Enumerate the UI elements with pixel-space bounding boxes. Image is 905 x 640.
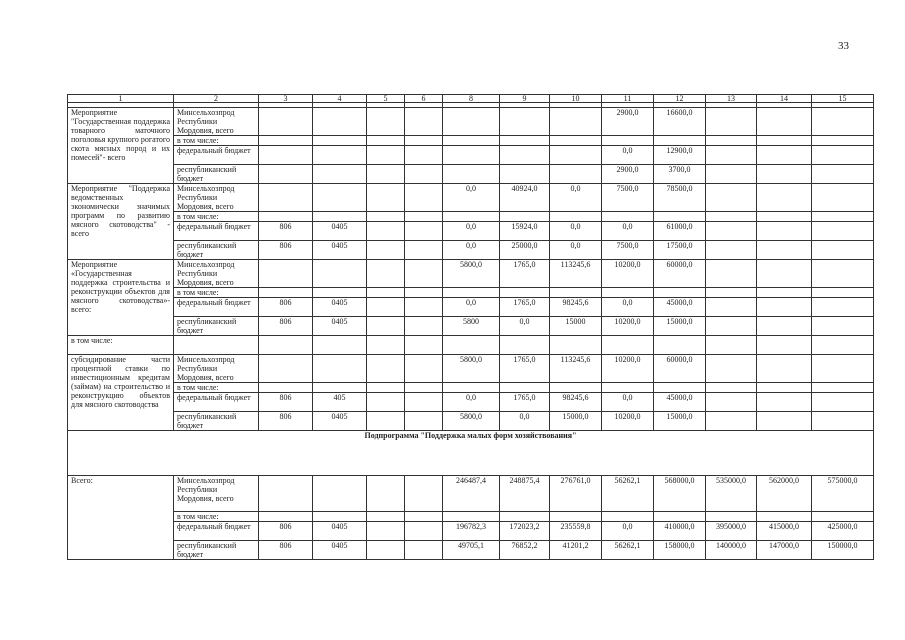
table-cell [259,355,313,383]
table-cell: 56262,1 [602,541,654,560]
table-cell: 0,0 [443,222,500,241]
table-row [68,393,874,412]
table-cell: 0,0 [443,184,500,212]
table-cell: 0405 [313,317,367,336]
column-header: 3 [259,95,313,103]
table-row [68,412,874,431]
column-header: 2 [174,95,259,103]
table-row [68,512,874,522]
subprogram-row [68,431,874,476]
funding-source: Минсельхозпрод Республики Мордовия, всего [174,260,259,288]
table-cell: 172023,2 [500,522,550,541]
table-cell: 806 [259,222,313,241]
funding-source: в том числе: [174,512,259,522]
table-cell [550,146,602,165]
funding-source: в том числе: [174,136,259,146]
table-cell: 0,0 [443,393,500,412]
table-cell: 140000,0 [706,541,757,560]
table-row [68,260,874,288]
table-cell: 806 [259,541,313,560]
table-cell: 10200,0 [602,355,654,383]
column-header: 10 [550,95,602,103]
column-header: 9 [500,95,550,103]
table-cell: 12900,0 [654,146,706,165]
funding-source: федеральный бюджет [174,222,259,241]
table-cell: 147000,0 [757,541,812,560]
table-cell: 5800 [443,317,500,336]
table-cell: 7500,0 [602,241,654,260]
funding-source: республиканский бюджет [174,317,259,336]
table-cell: 246487,4 [443,476,500,512]
table-row [68,222,874,241]
table-cell: 25000,0 [500,241,550,260]
table-cell: 196782,3 [443,522,500,541]
funding-source: в том числе: [174,212,259,222]
table-cell: 806 [259,241,313,260]
table-cell: 5800,0 [443,355,500,383]
funding-source: Минсельхозпрод Республики Мордовия, всего [174,476,259,512]
table-cell: 15000,0 [654,412,706,431]
table-cell: 0,0 [500,412,550,431]
column-header-row [68,95,874,103]
funding-source: республиканский бюджет [174,241,259,260]
table-cell [443,165,500,184]
table-cell: 0,0 [500,317,550,336]
table-cell: 60000,0 [654,355,706,383]
table-cell [259,165,313,184]
table-cell: 0,0 [602,222,654,241]
table-cell: 276761,0 [550,476,602,512]
table-row [68,383,874,393]
table-cell: 0,0 [443,298,500,317]
column-header: 5 [367,95,405,103]
table-cell [313,146,367,165]
table-row [68,298,874,317]
table-cell: 0,0 [602,298,654,317]
table-cell [259,184,313,212]
table-cell: 78500,0 [654,184,706,212]
table-cell [500,146,550,165]
column-header: 14 [757,95,812,103]
table-cell: 15000 [550,317,602,336]
column-header: 11 [602,95,654,103]
table-cell: 0,0 [550,241,602,260]
table-cell: 56262,1 [602,476,654,512]
measure-title: Мероприятие "Поддержка ведомственных экономически значимых программ по развитию мясного скотоводства" - всего [68,184,174,260]
table-cell: 0405 [313,541,367,560]
table-row [68,184,874,212]
table-cell: 41201,2 [550,541,602,560]
table-row [68,541,874,560]
section-note: в том числе: [68,336,174,355]
table-cell: 1765,0 [500,355,550,383]
table-cell [500,108,550,136]
table-cell: 806 [259,522,313,541]
table-cell: 0405 [313,222,367,241]
table-row [68,136,874,146]
page-number: 33 [838,40,849,52]
table-cell: 15924,0 [500,222,550,241]
column-header: 15 [812,95,874,103]
subprogram-title: Подпрограмма "Поддержка малых форм хозяйствования" [68,431,874,476]
table-row [68,317,874,336]
table-cell: 0,0 [602,393,654,412]
table-cell [500,165,550,184]
table-cell: 10200,0 [602,260,654,288]
table-cell: 2900,0 [602,108,654,136]
table-cell: 17500,0 [654,241,706,260]
funding-source: республиканский бюджет [174,165,259,184]
table-cell [259,108,313,136]
table-cell: 0405 [313,241,367,260]
table-cell: 575000,0 [812,476,874,512]
table-cell: 15000,0 [550,412,602,431]
measure-title: Мероприятие "Государственная поддержка товарного маточного поголовья крупного рогатого скота мясных пород и их помесей"- всего [68,108,174,184]
table-cell [550,165,602,184]
funding-source: республиканский бюджет [174,541,259,560]
table-cell: 535000,0 [706,476,757,512]
table-cell: 0,0 [550,222,602,241]
funding-source: федеральный бюджет [174,298,259,317]
table-cell: 806 [259,298,313,317]
table-cell [259,476,313,512]
column-header: 13 [706,95,757,103]
table-cell: 45000,0 [654,298,706,317]
table-cell: 10200,0 [602,412,654,431]
column-header: 12 [654,95,706,103]
table-cell: 0,0 [550,184,602,212]
table-cell: 1765,0 [500,393,550,412]
table-row [68,241,874,260]
funding-source: федеральный бюджет [174,393,259,412]
funding-source: федеральный бюджет [174,146,259,165]
funding-source: федеральный бюджет [174,522,259,541]
table-row [68,522,874,541]
column-header: 6 [405,95,443,103]
budget-table [67,94,874,560]
table-cell: 49705,1 [443,541,500,560]
table-cell: 806 [259,317,313,336]
table-cell: 395000,0 [706,522,757,541]
table-cell: 113245,6 [550,260,602,288]
table-row [68,355,874,383]
table-cell: 7500,0 [602,184,654,212]
table-cell: 76852,2 [500,541,550,560]
column-header: 8 [443,95,500,103]
table-cell [259,260,313,288]
table-cell: 5800,0 [443,412,500,431]
table-cell: 158000,0 [654,541,706,560]
measure-title: субсидирование части процентной ставки по инвестиционным кредитам (займам) на строительство и реконструкцию объектов для мясного скотоводства [68,355,174,431]
table-row [68,108,874,136]
table-cell: 16600,0 [654,108,706,136]
table-cell: 568000,0 [654,476,706,512]
table-cell: 235559,8 [550,522,602,541]
table-cell: 60000,0 [654,260,706,288]
table-cell: 113245,6 [550,355,602,383]
table-cell: 15000,0 [654,317,706,336]
table-cell: 0,0 [443,241,500,260]
measure-title: Мероприятие «Государственная поддержка строительства и реконструкции объектов для мясного скотоводства»- всего: [68,260,174,336]
table-cell: 10200,0 [602,317,654,336]
table-cell: 405 [313,393,367,412]
table-cell: 410000,0 [654,522,706,541]
funding-source: Минсельхозпрод Республики Мордовия, всего [174,184,259,212]
table-cell: 61000,0 [654,222,706,241]
table-cell: 2900,0 [602,165,654,184]
table-cell [443,108,500,136]
table-cell [313,260,367,288]
funding-source: республиканский бюджет [174,412,259,431]
table-cell: 562000,0 [757,476,812,512]
table-cell: 1765,0 [500,260,550,288]
funding-source: Минсельхозпрод Республики Мордовия, всего [174,108,259,136]
table-cell: 3700,0 [654,165,706,184]
table-cell: 248875,4 [500,476,550,512]
table-cell: 98245,6 [550,298,602,317]
table-row [68,288,874,298]
table-cell: 806 [259,412,313,431]
table-cell [550,108,602,136]
table-row [68,336,874,355]
funding-source: в том числе: [174,288,259,298]
table-cell [313,355,367,383]
table-cell: 415000,0 [757,522,812,541]
table-cell: 0,0 [602,146,654,165]
funding-source: Минсельхозпрод Республики Мордовия, всего [174,355,259,383]
table-row [68,476,874,512]
column-header: 1 [68,95,174,103]
table-cell [259,146,313,165]
table-cell: 0405 [313,522,367,541]
table-cell [313,108,367,136]
table-cell: 0405 [313,412,367,431]
subprogram-total-label: Всего: [68,476,174,560]
table-cell: 0,0 [602,522,654,541]
table-cell [313,165,367,184]
table-cell: 5800,0 [443,260,500,288]
table-cell: 98245,6 [550,393,602,412]
column-header: 4 [313,95,367,103]
funding-source: в том числе: [174,383,259,393]
table-cell [443,146,500,165]
table-cell: 425000,0 [812,522,874,541]
table-cell: 1765,0 [500,298,550,317]
table-cell [313,476,367,512]
table-cell [313,184,367,212]
table-cell: 40924,0 [500,184,550,212]
table-row [68,212,874,222]
table-cell: 150000,0 [812,541,874,560]
table-row [68,165,874,184]
table-row [68,146,874,165]
table-cell: 0405 [313,298,367,317]
table-cell: 806 [259,393,313,412]
table-cell: 45000,0 [654,393,706,412]
